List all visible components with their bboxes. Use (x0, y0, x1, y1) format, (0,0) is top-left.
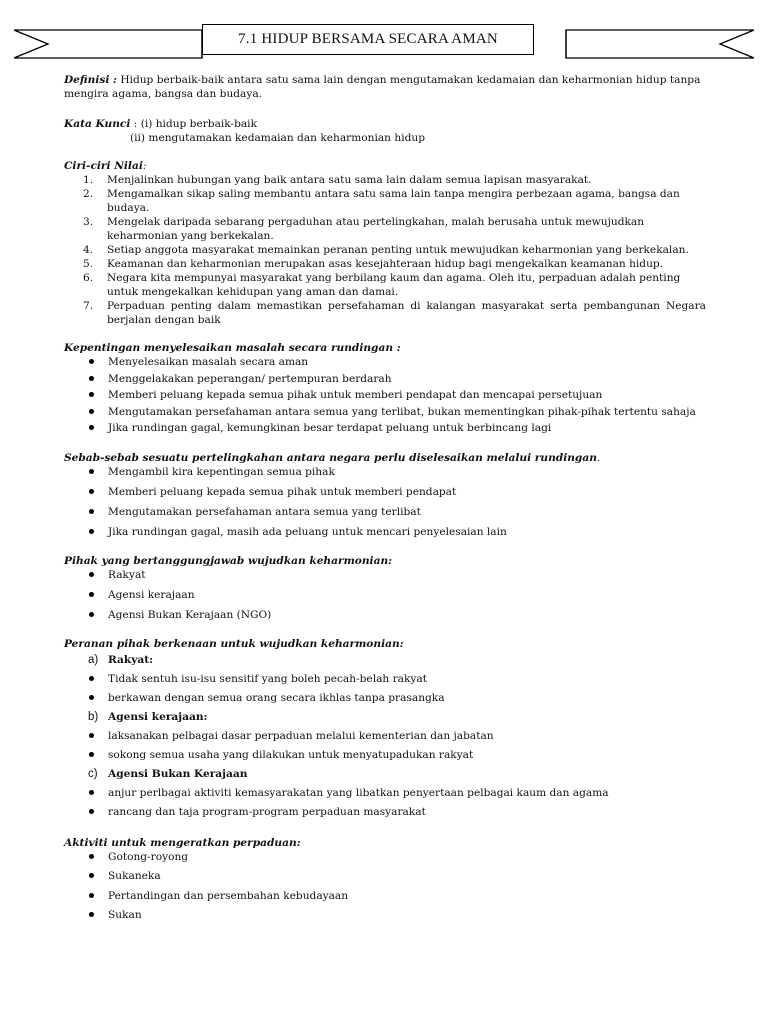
item-text: Keamanan dan keharmonian merupakan asas kesejahteraan hidup bagi mengekalkan keamanan hidup. (107, 258, 664, 270)
list-item-text: Agensi Bukan Kerajaan (NGO) (108, 608, 272, 621)
list-item-text: Memberi peluang kepada semua pihak untuk memberi pendapat dan mencapai persetujuan (108, 389, 603, 401)
list-item-text: Mengutamakan persefahaman antara semua yang terlibat (108, 505, 421, 518)
peranan-group-list (64, 786, 706, 824)
list-item (64, 568, 706, 588)
definisi-label: Definisi : (64, 74, 117, 86)
list-item (64, 908, 706, 928)
item-number: 7. (83, 300, 94, 312)
section-heading: Ciri-ciri Nilai (64, 160, 143, 172)
section-heading: Aktiviti untuk mengeratkan perpaduan: (64, 836, 301, 849)
item-number: 3. (83, 216, 94, 228)
bullet-icon (89, 409, 94, 414)
peranan-section (64, 637, 706, 824)
kepentingan-section (64, 341, 706, 438)
list-item (64, 421, 706, 438)
list-item-text: Gotong-royong (108, 850, 189, 863)
page-title: 7.1 HIDUP BERSAMA SECARA AMAN (202, 24, 534, 55)
group-label: Agensi Bukan Kerajaan (108, 767, 248, 780)
bullet-icon (89, 489, 94, 494)
item-text: Setiap anggota masyarakat memainkan peranan penting untuk mewujudkan keharmonian yang berkekalan. (107, 244, 689, 256)
group-letter: c) (88, 767, 98, 780)
sebab-section: Sebab-sebab sesuatu pertelingkahan antara negara perlu diselesaikan melalui rundingan. Mengambil kira kepentingan semua pihak Memberi peluang kepada semua pihak untuk memberi pendapat Mengutamakan persefahaman antara semua yang terlibat Jika rundingan gagal, masih ada peluang untuk mencari penyelesaian lain (64, 451, 706, 545)
kata-kunci-section: Kata Kunci : (i) hidup berbaik-baik (ii) mengutamakan kedamaian dan keharmonian hidup (64, 118, 425, 144)
section-heading: Pihak yang bertanggungjawab wujudkan keharmonian: (64, 554, 393, 567)
bullet-icon (89, 509, 94, 514)
sebab-list (64, 465, 706, 545)
peranan-groups (64, 653, 706, 824)
section-heading: Peranan pihak berkenaan untuk wujudkan keharmonian: (64, 637, 404, 650)
bullet-icon (89, 809, 94, 814)
list-item-text: anjur perlbagai aktiviti kemasyarakatan yang libatkan penyertaan pelbagai kaum dan agama (108, 786, 609, 799)
bullet-icon (89, 572, 94, 577)
bullet-icon (89, 790, 94, 795)
list-item (64, 608, 706, 628)
item-number: 1. (83, 174, 94, 186)
item-number: 2. (83, 188, 94, 200)
item-number: 5. (83, 258, 94, 270)
document-body (64, 71, 706, 928)
item-text: Negara kita mempunyai masyarakat yang berbilang kaum dan agama. Oleh itu, perpaduan adalah penting untuk mengekalkan kehidupan yang aman dan damai. (107, 272, 681, 298)
list-item-text: Memberi peluang kepada semua pihak untuk memberi pendapat (108, 485, 457, 498)
ciri-ciri-section: Ciri-ciri Nilai: 1. Menjalinkan hubungan yang baik antara satu sama lain dalam semua lapisan masyarakat. 2. Mengamalkan sikap saling membantu antara satu sama lain tanpa mengira perbezaan agama, bangsa dan budaya. 3. Mengelak daripada sebarang pergaduhan atau pertelingkahan, malah berusaha untuk mewujudkan keharmonian yang berkekalan. 4. Setiap anggota masyarakat memainkan peranan penting untuk mewujudkan keharmonian yang berkekalan. 5. Keamanan dan keharmonian merupakan asas kesejahteraan hidup bagi mengekalkan keamanan hidup. 6. Negara kita mempunyai masyarakat yang berbilang kaum dan agama. Oleh itu, perpaduan adalah penting untuk mengekalkan kehidupan yang aman dan damai. 7. Perpaduan penting dalam memastikan persefahaman di kalangan masyarakat serta pembangunan Negara berjalan dengan baik (64, 160, 706, 326)
item-text: Menjalinkan hubungan yang baik antara satu sama lain dalam semua lapisan masyarakat. (107, 174, 592, 186)
pihak-list (64, 568, 706, 628)
bullet-icon (89, 469, 94, 474)
peranan-group-heading (64, 653, 706, 672)
kata-kunci-item: (i) hidup berbaik-baik (140, 118, 257, 130)
numbered-item (64, 243, 706, 257)
list-item-text: Pertandingan dan persembahan kebudayaan (108, 889, 349, 902)
list-item-text: Sukan (108, 909, 142, 921)
list-item (64, 465, 706, 485)
pihak-section (64, 554, 706, 628)
list-item-text: Jika rundingan gagal, kemungkinan besar terdapat peluang untuk berbincang lagi (108, 422, 552, 434)
list-item (64, 869, 706, 889)
bullet-icon (89, 695, 94, 700)
list-item-text: Menyelesaikan masalah secara aman (108, 356, 309, 368)
list-item (64, 786, 706, 805)
bullet-icon (89, 752, 94, 757)
item-number: 4. (83, 244, 94, 256)
list-item (64, 372, 706, 389)
list-item-text: Menggelakakan peperangan/ pertempuran berdarah (108, 372, 392, 385)
list-item-text: Mengambil kira kepentingan semua pihak (108, 465, 335, 478)
bullet-icon (89, 912, 94, 917)
group-label: Agensi kerajaan: (108, 710, 208, 723)
bullet-icon (89, 893, 94, 898)
kata-kunci-item: (ii) mengutamakan kedamaian dan keharmonian hidup (130, 132, 425, 144)
bullet-icon (89, 612, 94, 617)
numbered-item (64, 215, 706, 243)
aktiviti-list (64, 850, 706, 928)
list-item (64, 850, 706, 870)
definisi-text: Hidup berbaik-baik antara satu sama lain dengan mengutamakan kedamaian dan keharmonian hidup tanpa mengira agama, bangsa dan budaya. (64, 74, 701, 100)
group-letter: b) (88, 710, 99, 723)
peranan-group-heading (64, 710, 706, 729)
item-text: Mengelak daripada sebarang pergaduhan atau pertelingkahan, malah berusaha untuk mewujudkan keharmonian yang berkekalan. (107, 216, 645, 242)
item-text: Mengamalkan sikap saling membantu antara satu sama lain tanpa mengira perbezaan agama, bangsa dan budaya. (107, 188, 680, 214)
list-item (64, 355, 706, 372)
list-item (64, 588, 706, 608)
list-item-text: Rakyat (108, 568, 146, 581)
list-item (64, 505, 706, 525)
definisi-paragraph (64, 73, 706, 101)
bullet-icon (89, 529, 94, 534)
peranan-group-list (64, 672, 706, 710)
ciri-ciri-list (64, 173, 706, 327)
list-item (64, 485, 706, 505)
list-item (64, 729, 706, 748)
section-heading: Kepentingan menyelesaikan masalah secara rundingan : (64, 342, 401, 354)
list-item (64, 889, 706, 909)
peranan-group-heading (64, 767, 706, 786)
list-item (64, 748, 706, 767)
list-item (64, 672, 706, 691)
numbered-item (64, 271, 706, 299)
kata-kunci-label: Kata Kunci (64, 118, 131, 130)
kepentingan-list (64, 355, 706, 438)
list-item (64, 405, 706, 422)
numbered-item (64, 187, 706, 215)
list-item-text: Sukaneka (108, 870, 161, 882)
numbered-item (64, 299, 706, 327)
aktiviti-section (64, 836, 706, 928)
list-item-text: laksanakan pelbagai dasar perpaduan melalui kementerian dan jabatan (108, 729, 494, 742)
bullet-icon (89, 733, 94, 738)
bullet-icon (89, 676, 94, 681)
bullet-icon (89, 854, 94, 859)
list-item-text: Tidak sentuh isu-isu sensitif yang boleh pecah-belah rakyat (108, 672, 427, 685)
list-item-text: Jika rundingan gagal, masih ada peluang untuk mencari penyelesaian lain (108, 525, 507, 538)
bullet-icon (89, 392, 94, 397)
numbered-item (64, 257, 706, 271)
item-text: Perpaduan penting dalam memastikan persefahaman di kalangan masyarakat serta pembangunan Negara berjalan dengan baik (107, 300, 706, 326)
bullet-icon (89, 425, 94, 430)
list-item-text: Agensi kerajaan (108, 588, 195, 601)
bullet-icon (89, 359, 94, 364)
bullet-icon (89, 873, 94, 878)
list-item-text: berkawan dengan semua orang secara ikhlas tanpa prasangka (108, 691, 445, 704)
list-item (64, 525, 706, 545)
list-item (64, 388, 706, 405)
list-item-text: sokong semua usaha yang dilakukan untuk menyatupadukan rakyat (108, 748, 474, 761)
list-item-text: Mengutamakan persefahaman antara semua yang terlibat, bukan mementingkan pihak-pihak tertentu sahaja (108, 405, 696, 418)
list-item-text: rancang dan taja program-program perpaduan masyarakat (108, 805, 426, 818)
group-label: Rakyat: (108, 653, 154, 666)
numbered-item (64, 173, 706, 187)
list-item (64, 805, 706, 824)
bullet-icon (89, 376, 94, 381)
list-item (64, 691, 706, 710)
section-heading: Sebab-sebab sesuatu pertelingkahan antara negara perlu diselesaikan melalui rundingan (64, 451, 597, 464)
peranan-group-list (64, 729, 706, 767)
group-letter: a) (88, 653, 99, 666)
bullet-icon (89, 592, 94, 597)
item-number: 6. (83, 272, 94, 284)
